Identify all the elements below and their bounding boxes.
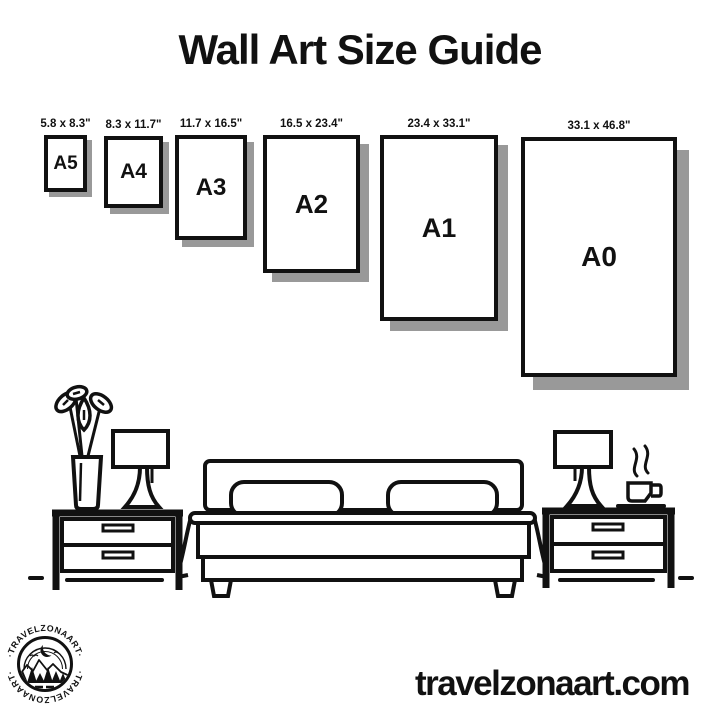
website-url: travelzonaart.com bbox=[414, 664, 690, 703]
frame-a0-format-label: A0 bbox=[581, 241, 617, 272]
frame-a4-size-label: 8.3 x 11.7" bbox=[105, 119, 162, 131]
frame-a4-format-label: A4 bbox=[120, 160, 147, 183]
logo-text-top: ·TRAVELZONAART· bbox=[4, 622, 86, 659]
nightstand-left-icon bbox=[30, 511, 183, 590]
frame-a3-format-label: A3 bbox=[195, 173, 227, 201]
coffee-cup-icon bbox=[618, 446, 664, 506]
frame-a1-size-label: 23.4 x 33.1" bbox=[407, 118, 471, 130]
plant-vase-icon bbox=[52, 385, 114, 509]
bed-icon bbox=[178, 461, 548, 596]
nightstand-right-icon bbox=[542, 509, 692, 588]
frame-a5 bbox=[40, 118, 91, 192]
frame-a5-format-label: A5 bbox=[53, 152, 78, 174]
frame-a1-format-label: A1 bbox=[421, 212, 457, 243]
frame-a1 bbox=[380, 118, 498, 321]
frame-a2 bbox=[263, 118, 360, 273]
table-lamp-left-icon bbox=[113, 431, 168, 507]
bedroom-scene bbox=[0, 380, 720, 610]
frame-a3-size-label: 11.7 x 16.5" bbox=[179, 118, 243, 130]
page-title: Wall Art Size Guide bbox=[178, 26, 542, 73]
frame-a0 bbox=[521, 120, 677, 377]
frame-a0-size-label: 33.1 x 46.8" bbox=[567, 120, 631, 132]
frame-a5-size-label: 5.8 x 8.3" bbox=[40, 118, 91, 130]
table-lamp-right-icon bbox=[555, 432, 611, 506]
brand-logo bbox=[3, 622, 87, 706]
frame-a2-size-label: 16.5 x 23.4" bbox=[279, 118, 344, 130]
frame-a2-format-label: A2 bbox=[294, 188, 329, 219]
logo-text-bottom: ·TRAVELZONAART· bbox=[4, 669, 86, 706]
frame-a4 bbox=[104, 119, 163, 208]
frame-a3 bbox=[175, 118, 247, 240]
